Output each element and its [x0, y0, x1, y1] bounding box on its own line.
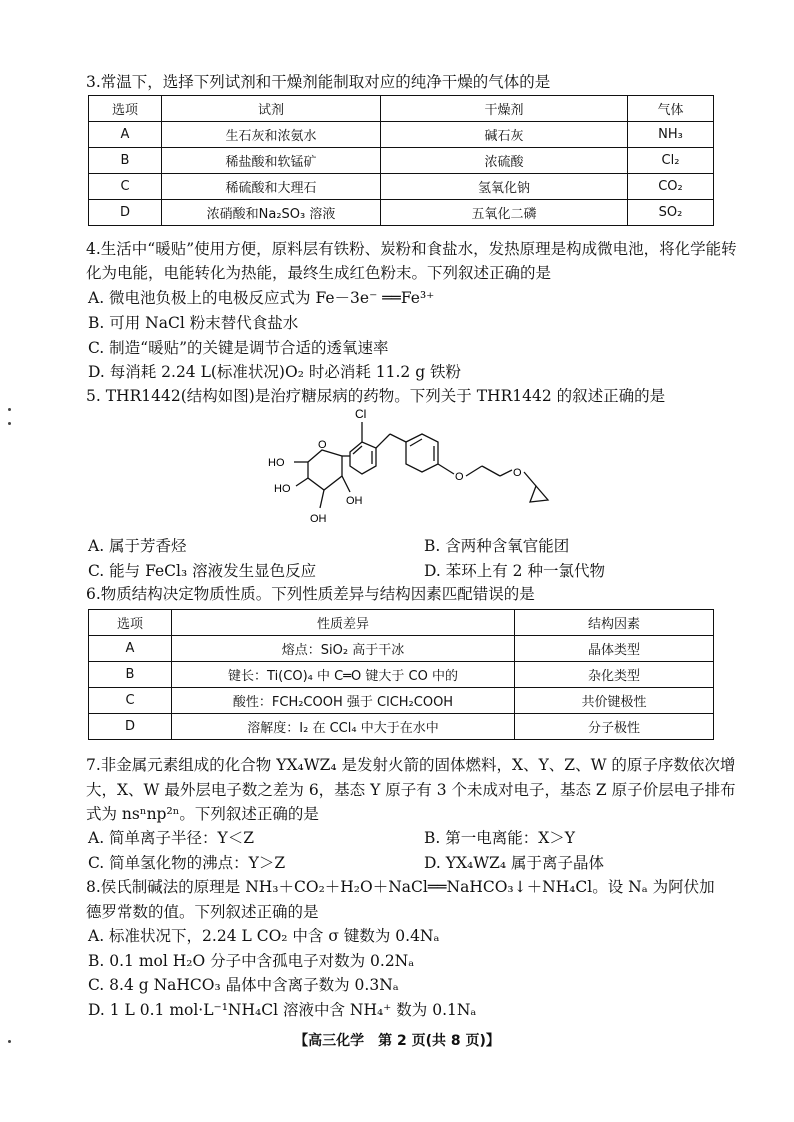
table-cell: 酸性：FCH₂COOH 强于 ClCH₂COOH — [172, 688, 515, 714]
table-row — [89, 148, 714, 174]
table-cell: 分子极性 — [515, 714, 714, 740]
q6-stem: 6.物质结构决定物质性质。下列性质差异与结构因素匹配错误的是 — [86, 585, 535, 603]
thr1442-structure-figure — [250, 404, 590, 532]
table-cell: B — [89, 662, 172, 688]
table-cell: 氢氧化钠 — [381, 174, 628, 200]
q4-option-b: B. 可用 NaCl 粉末替代食盐水 — [88, 314, 299, 332]
q6-header-factor: 结构因素 — [515, 610, 714, 636]
q4-stem-line2: 化为电能，电能转化为热能，最终生成红色粉末。下列叙述正确的是 — [86, 264, 552, 282]
table-header-row — [89, 96, 714, 122]
q3-header-gas: 气体 — [628, 96, 714, 122]
q6-header-diff: 性质差异 — [172, 610, 515, 636]
table-cell: 熔点：SiO₂ 高于干冰 — [172, 636, 515, 662]
table-row — [89, 122, 714, 148]
cl-label: Cl — [355, 407, 367, 421]
table-cell: NH₃ — [628, 122, 714, 148]
ether-o-label-2: O — [513, 467, 522, 479]
table-cell: 浓硫酸 — [381, 148, 628, 174]
table-cell: 溶解度：I₂ 在 CCl₄ 中大于在水中 — [172, 714, 515, 740]
q3-stem: 3.常温下，选择下列试剂和干燥剂能制取对应的纯净干燥的气体的是 — [86, 73, 551, 91]
q8-option-b: B. 0.1 mol H₂O 分子中含孤电子对数为 0.2Nₐ — [88, 952, 415, 970]
q8-option-a: A. 标准状况下，2.24 L CO₂ 中含 σ 键数为 0.4Nₐ — [88, 927, 440, 945]
q3-table — [88, 95, 714, 226]
table-cell: 键长：Ti(CO)₄ 中 C═O 键大于 CO 中的 — [172, 662, 515, 688]
ring-o-label: O — [318, 439, 327, 451]
q8-option-c: C. 8.4 g NaHCO₃ 晶体中含离子数为 0.3Nₐ — [88, 976, 399, 994]
table-cell: A — [89, 122, 162, 148]
scan-mark — [8, 422, 11, 425]
q5-stem: 5. THR1442(结构如图)是治疗糖尿病的药物。下列关于 THR1442 的叙述正确的是 — [86, 387, 666, 405]
ether-o-label-1: O — [455, 471, 464, 483]
q7-option-a: A. 简单离子半径：Y＜Z — [88, 829, 255, 847]
q6-table — [88, 609, 714, 740]
table-cell: 晶体类型 — [515, 636, 714, 662]
q4-stem-line1: 4.生活中“暖贴”使用方便，原料层有铁粉、炭粉和食盐水，发热原理是构成微电池，将化学能转 — [86, 240, 737, 258]
q8-option-d: D. 1 L 0.1 mol·L⁻¹NH₄Cl 溶液中含 NH₄⁺ 数为 0.1Nₐ — [88, 1001, 477, 1019]
q7-stem-line1: 7.非金属元素组成的化合物 YX₄WZ₄ 是发射火箭的固体燃料，X、Y、Z、W 的原子序数依次增 — [86, 756, 736, 774]
table-cell: SO₂ — [628, 200, 714, 226]
q4-option-d: D. 每消耗 2.24 L(标准状况)O₂ 时必消耗 11.2 g 铁粉 — [88, 363, 462, 381]
q5-option-a: A. 属于芳香烃 — [88, 537, 187, 555]
q3-header-dryer: 干燥剂 — [381, 96, 628, 122]
q7-option-b: B. 第一电离能：X＞Y — [424, 829, 576, 847]
q7-stem-line3: 式为 nsⁿnp²ⁿ。下列叙述正确的是 — [86, 805, 319, 823]
table-cell: D — [89, 714, 172, 740]
page-footer: 【高三化学 第 2 页(共 8 页)】 — [294, 1033, 500, 1049]
scan-mark — [8, 408, 11, 411]
q5-option-d: D. 苯环上有 2 种一氯代物 — [424, 562, 605, 580]
table-row — [89, 200, 714, 226]
table-row — [89, 174, 714, 200]
table-cell: A — [89, 636, 172, 662]
table-cell: 五氧化二磷 — [381, 200, 628, 226]
table-cell: D — [89, 200, 162, 226]
q7-option-d: D. YX₄WZ₄ 属于离子晶体 — [424, 854, 605, 872]
table-row — [89, 714, 714, 740]
oh-label-2: OH — [346, 495, 363, 507]
table-row — [89, 636, 714, 662]
table-cell: 稀硫酸和大理石 — [162, 174, 381, 200]
table-cell: 浓硝酸和Na₂SO₃ 溶液 — [162, 200, 381, 226]
table-cell: 碱石灰 — [381, 122, 628, 148]
q7-option-c: C. 简单氢化物的沸点：Y＞Z — [88, 854, 286, 872]
q3-header-option: 选项 — [89, 96, 162, 122]
q3-header-reagent: 试剂 — [162, 96, 381, 122]
table-row — [89, 662, 714, 688]
table-row — [89, 688, 714, 714]
table-cell: Cl₂ — [628, 148, 714, 174]
table-cell: CO₂ — [628, 174, 714, 200]
ho-label-1: HO — [268, 457, 285, 469]
q6-header-option: 选项 — [89, 610, 172, 636]
table-header-row — [89, 610, 714, 636]
table-cell: B — [89, 148, 162, 174]
ho-label-2: HO — [274, 483, 291, 495]
q4-option-a: A. 微电池负极上的电极反应式为 Fe－3e⁻ ══Fe³⁺ — [88, 289, 435, 307]
q7-stem-line2: 大，X、W 最外层电子数之差为 6，基态 Y 原子有 3 个未成对电子，基态 Z 原子价层电子排布 — [86, 781, 736, 799]
table-cell: 生石灰和浓氨水 — [162, 122, 381, 148]
q5-option-c: C. 能与 FeCl₃ 溶液发生显色反应 — [88, 562, 317, 580]
q5-option-b: B. 含两种含氧官能团 — [424, 537, 570, 555]
scan-mark — [8, 1040, 11, 1043]
table-cell: 共价键极性 — [515, 688, 714, 714]
oh-label-1: OH — [310, 513, 327, 525]
q8-stem-line1: 8.侯氏制碱法的原理是 NH₃＋CO₂＋H₂O＋NaCl══NaHCO₃↓＋NH₄Cl。设 Nₐ 为阿伏加 — [86, 878, 715, 896]
q4-option-c: C. 制造“暖贴”的关键是调节合适的透氧速率 — [88, 339, 389, 357]
table-cell: 稀盐酸和软锰矿 — [162, 148, 381, 174]
table-cell: 杂化类型 — [515, 662, 714, 688]
table-cell: C — [89, 174, 162, 200]
table-cell: C — [89, 688, 172, 714]
q8-stem-line2: 德罗常数的值。下列叙述正确的是 — [86, 903, 319, 921]
